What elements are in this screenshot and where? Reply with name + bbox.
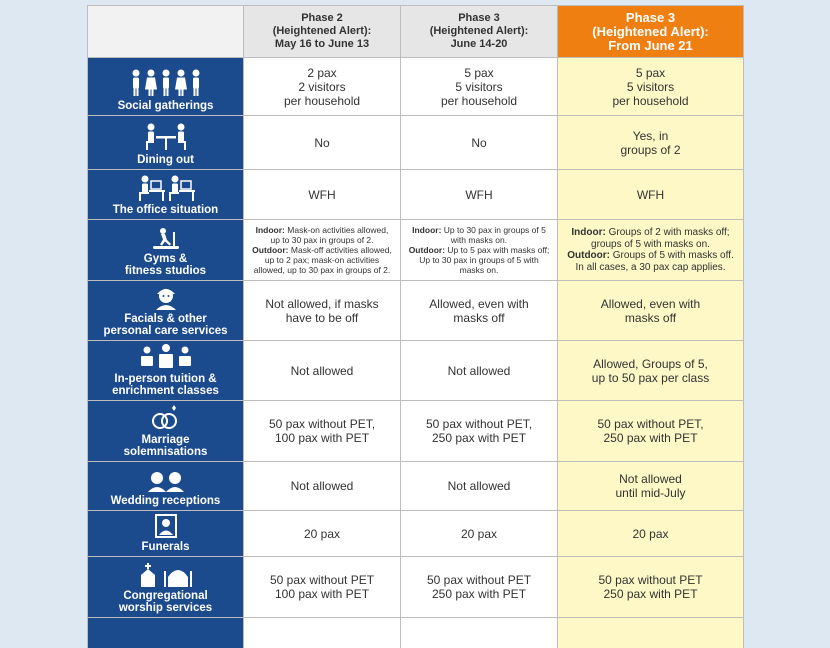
portrait-frame-icon	[155, 514, 177, 538]
wedding-rings-icon	[149, 405, 183, 431]
table-row	[88, 58, 744, 116]
cell-phase2: 50 pax without PET 100 pax with PET	[244, 557, 401, 617]
cell-phase3: Not allowed	[401, 341, 558, 400]
row-label: Congregational worship services	[88, 557, 244, 617]
office-desk-icon	[137, 175, 195, 201]
cell-phase3-june21: Not allowed until mid-July	[558, 462, 744, 510]
cell-phase3: Indoor: Up to 30 pax in groups of 5 with masks on. Outdoor: Up to 5 pax with masks off; Up to 30 pax in groups of 5 with masks on.	[401, 220, 558, 280]
header-phase2: Phase 2 (Heightened Alert): May 16 to June 13	[244, 6, 401, 57]
table-row	[88, 116, 744, 170]
cell-phase3-june21: Allowed, even with masks off	[558, 281, 744, 340]
cell-phase3-june21: Indoor: Groups of 2 with masks off; groups of 5 with masks on. Outdoor: Groups of 5 with masks off. In all cases, a 30 pax cap applies.	[558, 220, 744, 280]
table-row	[88, 462, 744, 511]
dining-icon	[142, 123, 190, 151]
cell-phase3-june21	[558, 618, 744, 648]
row-label: Facials & other personal care services	[88, 281, 244, 340]
row-label: Marriage solemnisations	[88, 401, 244, 461]
cell-phase2: 50 pax without PET, 100 pax with PET	[244, 401, 401, 461]
cell-phase3: 50 pax without PET, 250 pax with PET	[401, 401, 558, 461]
cell-phase3-june21: 5 pax 5 visitors per household	[558, 58, 744, 115]
cell-phase2: 2 pax 2 visitors per household	[244, 58, 401, 115]
couple-icon	[146, 470, 186, 492]
row-label	[88, 618, 244, 648]
row-label: Funerals	[88, 511, 244, 556]
row-label: In-person tuition & enrichment classes	[88, 341, 244, 400]
treadmill-icon	[151, 228, 181, 250]
header-phase3: Phase 3 (Heightened Alert): June 14-20	[401, 6, 558, 57]
cell-phase3-june21: Allowed, Groups of 5, up to 50 pax per class	[558, 341, 744, 400]
cell-phase2: Not allowed	[244, 462, 401, 510]
cell-phase3-june21: 20 pax	[558, 511, 744, 556]
cell-phase3-june21: 50 pax without PET, 250 pax with PET	[558, 401, 744, 461]
restrictions-table	[87, 5, 744, 648]
table-row	[88, 557, 744, 618]
cell-phase3: Not allowed	[401, 462, 558, 510]
cell-phase3: WFH	[401, 170, 558, 219]
cell-phase2: 20 pax	[244, 511, 401, 556]
cell-phase2: No	[244, 116, 401, 169]
cell-phase3: Allowed, even with masks off	[401, 281, 558, 340]
header-phase3-from-june21: Phase 3 (Heightened Alert): From June 21	[558, 6, 744, 57]
cell-phase2	[244, 618, 401, 648]
table-row	[88, 281, 744, 341]
people-group-icon	[128, 69, 204, 97]
cell-phase3-june21: 50 pax without PET 250 pax with PET	[558, 557, 744, 617]
table-row	[88, 341, 744, 401]
table-row	[88, 220, 744, 281]
table-row	[88, 401, 744, 462]
row-label: Wedding receptions	[88, 462, 244, 510]
cell-phase3	[401, 618, 558, 648]
table-row	[88, 618, 744, 648]
cell-phase3-june21: WFH	[558, 170, 744, 219]
cell-phase3: 5 pax 5 visitors per household	[401, 58, 558, 115]
cell-phase2: Not allowed, if masks have to be off	[244, 281, 401, 340]
table-row	[88, 511, 744, 557]
cell-phase3: 20 pax	[401, 511, 558, 556]
cell-phase3: 50 pax without PET 250 pax with PET	[401, 557, 558, 617]
row-label: Social gatherings	[88, 58, 244, 115]
row-label: The office situation	[88, 170, 244, 219]
facial-icon	[153, 286, 179, 310]
row-label: Gyms & fitness studios	[88, 220, 244, 280]
cell-phase3-june21: Yes, in groups of 2	[558, 116, 744, 169]
header-row	[88, 5, 744, 58]
cell-phase3: No	[401, 116, 558, 169]
cell-phase2: Not allowed	[244, 341, 401, 400]
table-row	[88, 170, 744, 220]
row-label: Dining out	[88, 116, 244, 169]
classroom-icon	[139, 344, 193, 370]
cell-phase2: WFH	[244, 170, 401, 219]
header-blank	[88, 6, 244, 57]
cell-phase2: Indoor: Mask-on activities allowed, up to 30 pax in groups of 2. Outdoor: Mask-off activities allowed, up to 2 pax; mask-on activities allowed, up to 30 pax in groups of 2.	[244, 220, 401, 280]
worship-buildings-icon	[138, 563, 194, 587]
